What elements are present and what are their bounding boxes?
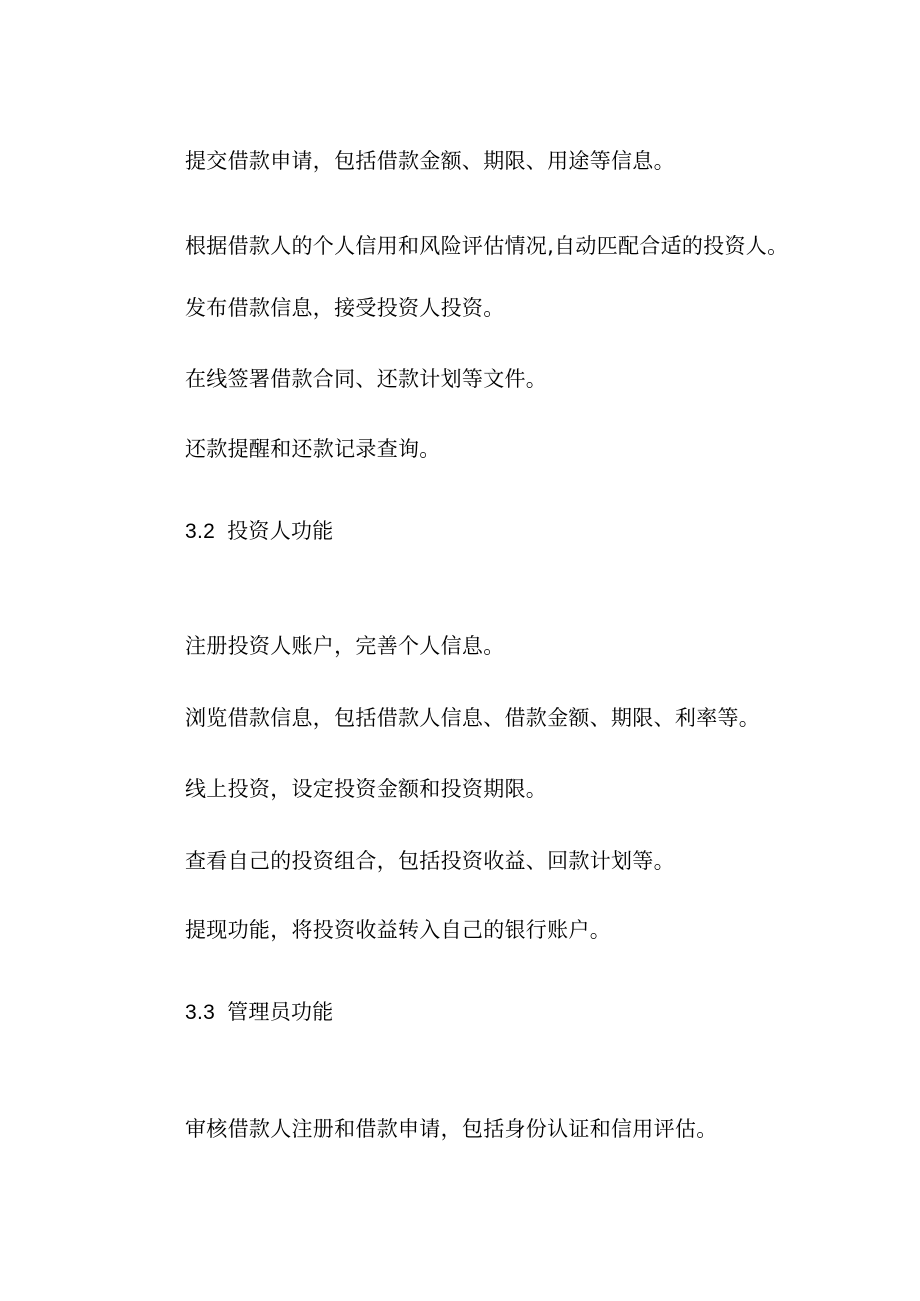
investor-item-browse: 浏览借款信息，包括借款人信息、借款金额、期限、利率等。 [185, 706, 761, 730]
borrower-item-contract: 在线签署借款合同、还款计划等文件。 [185, 367, 548, 391]
section-title: 管理员功能 [227, 1001, 334, 1024]
investor-item-register: 注册投资人账户，完善个人信息。 [185, 634, 505, 658]
section-title: 投资人功能 [227, 520, 334, 543]
section-number: 3.3 [185, 1001, 216, 1024]
borrower-item-matching: 根据借款人的个人信用和风险评估情况,自动匹配合适的投资人。 [185, 234, 789, 258]
section-number: 3.2 [185, 520, 216, 543]
investor-item-withdraw: 提现功能，将投资收益转入自己的银行账户。 [185, 918, 611, 942]
section-heading-admin [185, 1000, 334, 1026]
section-heading-investor [185, 519, 334, 545]
investor-item-portfolio: 查看自己的投资组合，包括投资收益、回款计划等。 [185, 849, 675, 873]
admin-item-review: 审核借款人注册和借款申请，包括身份认证和信用评估。 [185, 1117, 718, 1141]
borrower-item-apply: 提交借款申请，包括借款金额、期限、用途等信息。 [185, 149, 675, 173]
borrower-item-publish: 发布借款信息，接受投资人投资。 [185, 296, 505, 320]
investor-item-invest: 线上投资，设定投资金额和投资期限。 [185, 777, 548, 801]
borrower-item-repayment: 还款提醒和还款记录查询。 [185, 437, 441, 461]
